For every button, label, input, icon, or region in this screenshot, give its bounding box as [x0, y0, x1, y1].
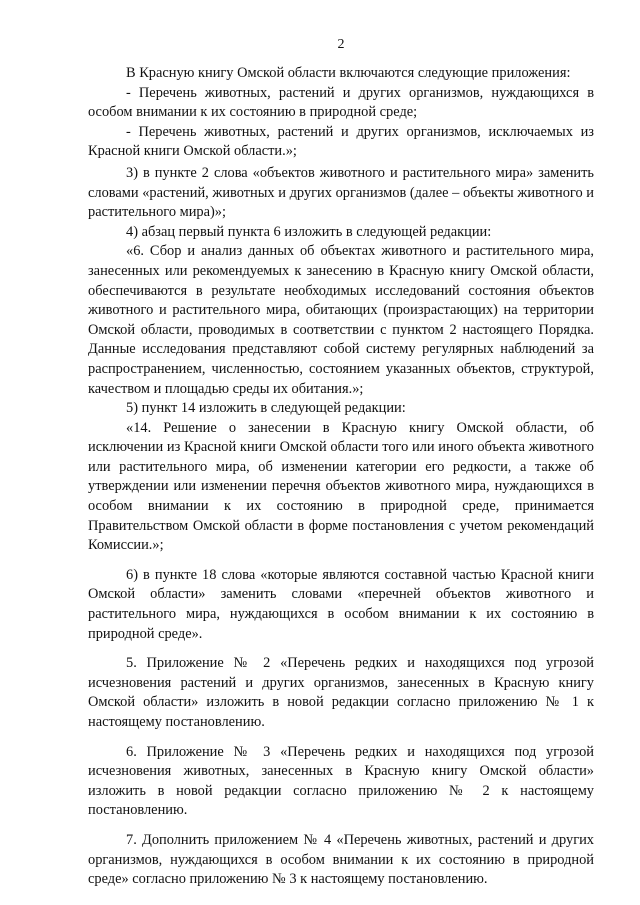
paragraph-list-item-excluded: - Перечень животных, растений и других организмов, исключаемых из Красной книги Омской области.»;	[88, 123, 594, 160]
paragraph-clause-6: «6. Сбор и анализ данных об объектах животного и растительного мира, занесенных или рекомендуемых к занесению в Красную книгу Омской области, обеспечиваются в результате необходимых исследований состояния объектов животного и растительного мира, обитающих (произрастающих) на территории Омской области, проводимых в соответствии с пунктом 2 настоящего Порядка. Данные исследования представляют собой систему регулярных наблюдений за распространением, численностью, состоянием указанных объектов, структурой, качеством и площадью среды их обитания.»;	[88, 243, 594, 397]
paragraph-section-6: 6. Приложение № 3 «Перечень редких и находящихся под угрозой исчезновения животных, занесенных в Красную книгу Омской области» изложить в новой редакции согласно приложению № 2 к настоящему постановлению.	[88, 743, 594, 819]
paragraph-item-5: 5) пункт 14 изложить в следующей редакции:	[126, 400, 406, 417]
paragraph-item-6: 6) в пункте 18 слова «которые являются составной частью Красной книги Омской области» заменить словами «перечней объектов животного и растительного мира, нуждающихся в особом внимании к их состоянию в природной среде».	[88, 566, 594, 642]
page-number: 2	[337, 37, 345, 52]
paragraph-list-item-attention: - Перечень животных, растений и других организмов, нуждающихся в особом внимании к их состоянию в природной среде;	[88, 84, 594, 121]
paragraph-section-7: 7. Дополнить приложением № 4 «Перечень животных, растений и других организмов, нуждающихся в особом внимании к их состоянию в природной среде» согласно приложению № 3 к настоящему постановлению.	[88, 831, 594, 888]
paragraph-clause-14: «14. Решение о занесении в Красную книгу Омской области, об исключении из Красной книги Омской области того или иного объекта животного или растительного мира, об изменении категории его редкости, а также об утверждении или изменении перечня объектов животного мира, нуждающихся в особом внимании к их состоянию в природной среде, принимается Правительством Омской области в форме постановления с учетом рекомендаций Комиссии.»;	[88, 419, 594, 554]
document-body	[88, 64, 594, 890]
paragraph-section-5: 5. Приложение № 2 «Перечень редких и находящихся под угрозой исчезновения растений и других организмов, занесенных в Красную книгу Омской области» изложить в новой редакции согласно приложению № 1 к настоящему постановлению.	[88, 655, 594, 730]
paragraph-red-book-appendices: В Красную книгу Омской области включаются следующие приложения:	[126, 65, 571, 81]
paragraph-item-3: 3) в пункте 2 слова «объектов животного и растительного мира» заменить словами «растений, животных и других организмов (далее – объекты животного и растительного мира)»;	[88, 164, 594, 221]
document-page	[88, 0, 594, 905]
paragraph-item-4: 4) абзац первый пункта 6 изложить в следующей редакции:	[126, 223, 492, 240]
